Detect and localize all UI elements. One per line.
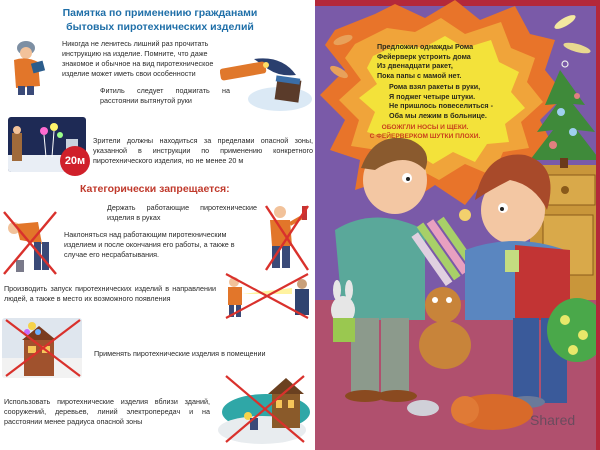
moral-line: ОБОЖГЛИ НОСЫ И ЩЕКИ. xyxy=(381,124,469,131)
memo-title-line2: бытовых пиротехнических изделий xyxy=(66,21,254,33)
moral-line: С ФЕЙЕРВЕРКОМ ШУТКИ ПЛОХИ. xyxy=(369,133,481,140)
forbidden-indoors-illustration xyxy=(2,318,82,378)
prohibited-cross-icon xyxy=(2,318,82,378)
prohibited-cross-icon xyxy=(262,202,312,274)
poem-moral xyxy=(355,123,495,141)
prohibited-cross-icon xyxy=(222,272,314,320)
rule-read-instructions: Никогда не ленитесь лишний раз прочитать инструкцию на изделие. Помните, что даже знакомое и обычное на вид пиротехническое изделие может иметь свои особенности xyxy=(62,39,214,78)
memo-title xyxy=(40,6,280,34)
forbidden-hold-illustration xyxy=(262,202,312,274)
poem-line: Я поджег четыре штуки. xyxy=(389,91,476,101)
prohibited-cross-icon xyxy=(2,208,58,278)
poem-line: Из двенадцати ракет, xyxy=(377,61,453,71)
poem-poster-page xyxy=(315,0,600,450)
forbidden-near-building-illustration xyxy=(218,370,312,446)
forbidden-item-indoors: Применять пиротехнические изделия в помещении xyxy=(94,349,266,358)
person-reading-illustration xyxy=(6,38,52,96)
poem-line: Оба мы лежим в больнице. xyxy=(389,110,487,120)
forbidden-section-title: Категорически запрещается: xyxy=(80,183,230,195)
memo-title-line1: Памятка по применению гражданами xyxy=(62,7,258,19)
poem-line: Не пришлось повеселиться - xyxy=(389,101,493,111)
distance-20m-badge: 20м xyxy=(60,146,90,176)
forbidden-item-launch-at-people: Производить запуск пиротехнических изделий в направлении людей, а также в место их возможного появления xyxy=(4,284,216,303)
forbidden-launch-illustration xyxy=(222,272,314,320)
rule-spectator-distance: Зрители должны находиться за пределами опасной зоны, указанной в инструкции по применению конкретного пиротехнического изделия, но не менее 20 м xyxy=(93,136,313,165)
forbidden-item-hold-in-hands: Держать работающие пиротехнические изделия в руках xyxy=(107,203,257,222)
poem-line: Рома взял ракеты в руки, xyxy=(389,82,481,91)
watermark-text: Shared xyxy=(530,412,576,428)
poem-line: Пока папы с мамой нет. xyxy=(377,70,462,80)
poem-line: Фейерверк устроить дома xyxy=(377,51,471,61)
rule-fuse-distance: Фитиль следует поджигать на расстоянии вытянутой руки xyxy=(100,86,230,105)
fuse-lighting-illustration xyxy=(220,55,312,113)
poem-line: Предложил однажды Рома xyxy=(377,42,474,51)
forbidden-item-lean-over: Наклоняться над работающим пиротехническим изделием и после окончания его работы, а также в случае его несрабатывания. xyxy=(64,230,235,259)
forbidden-lean-illustration xyxy=(2,208,58,278)
forbidden-item-near-buildings: Использовать пиротехнические изделия вблизи зданий, сооружений, деревьев, линий электропередач и на расстоянии менее радиуса опасной зоны xyxy=(4,397,210,426)
prohibited-cross-icon xyxy=(218,370,312,446)
poem-stanza-1 xyxy=(377,42,473,80)
poem-stanza-2 xyxy=(389,82,493,120)
